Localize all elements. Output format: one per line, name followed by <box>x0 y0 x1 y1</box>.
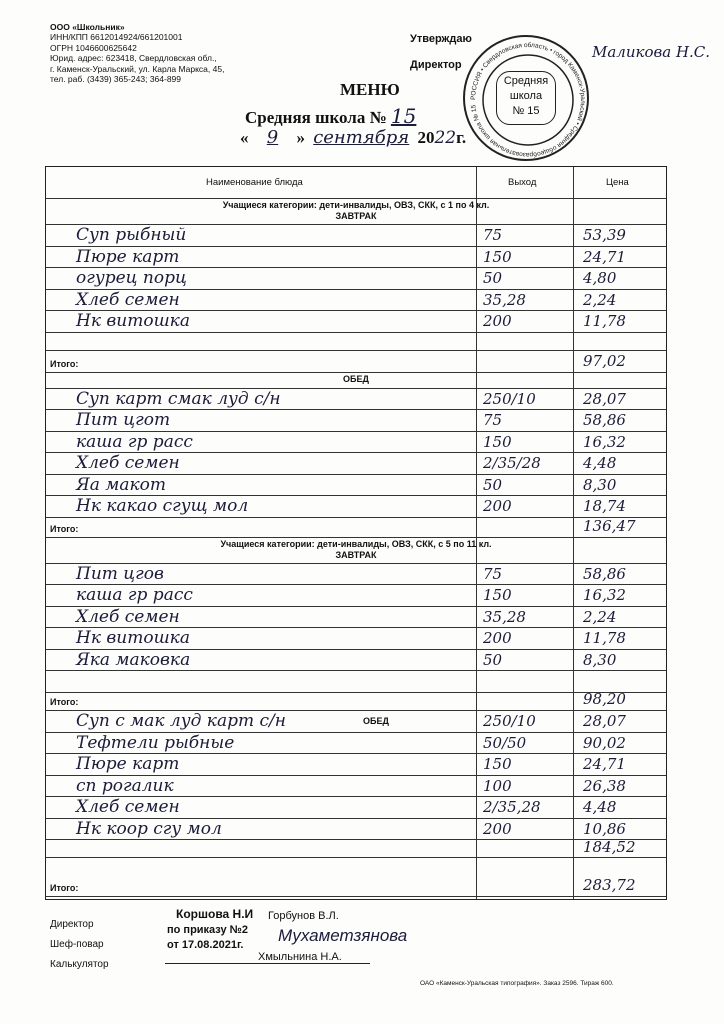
org-line: Юрид. адрес: 623418, Свердловская обл., <box>50 53 217 64</box>
dish-name: Нк витошка <box>76 311 190 331</box>
dish-row <box>46 797 666 819</box>
dish-name: Тефтели рыбные <box>76 732 235 753</box>
dish-yield: 200 <box>483 629 512 647</box>
director-sign-label: Директор <box>50 919 94 930</box>
signature-line <box>165 963 370 964</box>
date-year-prefix: 20 <box>417 128 435 147</box>
dish-name: Яа макот <box>76 474 167 495</box>
stamp-line: № 15 <box>512 105 540 117</box>
empty-row <box>46 333 666 351</box>
chef-signature: Мухаметзянова <box>278 926 408 945</box>
date-quote: » <box>296 128 305 147</box>
dish-yield: 50 <box>483 269 503 287</box>
subtotal-value: 184,52 <box>583 838 636 856</box>
dish-price: 53,39 <box>583 226 626 244</box>
dish-name: сп рогалик <box>76 775 174 796</box>
dish-name: Яка маковка <box>76 649 191 670</box>
school-stamp <box>463 35 589 161</box>
dish-row <box>46 453 666 475</box>
dish-row <box>46 475 666 497</box>
category-label: ОБЕД <box>343 373 369 384</box>
approval-block <box>410 33 711 71</box>
dish-yield: 150 <box>483 247 512 266</box>
header-dish-name: Наименование блюда <box>206 177 303 188</box>
dish-yield: 35,28 <box>483 290 526 309</box>
dish-price: 58,86 <box>583 564 626 583</box>
director-signature: Маликова Н.С. <box>592 43 711 61</box>
stamp-center <box>496 71 556 125</box>
header-price: Цена <box>606 177 629 188</box>
menu-title: МЕНЮ <box>340 80 400 99</box>
dish-name: Суп рыбный <box>76 225 187 245</box>
dish-yield: 250/10 <box>483 712 536 730</box>
dish-row <box>46 754 666 776</box>
dish-name: Пюре карт <box>76 754 180 774</box>
date-month: сентября <box>313 127 410 148</box>
org-line: г. Каменск-Уральский, ул. Карла Маркса, 45, <box>50 63 225 74</box>
dish-yield: 35,28 <box>483 607 526 626</box>
total-row <box>46 858 666 897</box>
dish-yield: 100 <box>483 776 512 795</box>
director-name: Коршова Н.И <box>176 907 254 921</box>
dish-yield: 75 <box>483 226 503 244</box>
dish-yield: 50/50 <box>483 733 527 752</box>
meal-row <box>46 373 666 389</box>
dish-yield: 150 <box>483 755 512 773</box>
dish-price: 2,24 <box>583 607 617 626</box>
dish-row <box>46 585 666 607</box>
printer-footer: ОАО «Каменск-Уральская типография». Заказ 2596. Тираж 600. <box>420 980 614 987</box>
date-year-suffix: 22 <box>434 128 457 148</box>
dish-name: Нк какао сгущ мол <box>76 496 249 516</box>
total-value: 98,20 <box>583 690 626 708</box>
total-row <box>46 518 666 538</box>
dish-yield: 150 <box>483 586 512 604</box>
dish-yield: 2/35,28 <box>483 798 541 816</box>
meal-label: ОБЕД <box>363 716 389 726</box>
dish-name: Пит цгов <box>76 563 164 584</box>
header-yield: Выход <box>508 177 537 188</box>
signature-labels <box>50 915 109 975</box>
dish-row <box>46 733 666 755</box>
dish-yield: 75 <box>483 411 503 429</box>
dish-price: 16,32 <box>583 586 626 604</box>
dish-price: 24,71 <box>583 247 626 266</box>
dish-name: Хлеб семен <box>76 453 180 473</box>
dish-row <box>46 776 666 798</box>
dish-yield: 50 <box>483 475 503 494</box>
dish-name: Нк витошка <box>76 628 190 648</box>
dish-row <box>46 410 666 432</box>
stamp-line: школа <box>509 90 543 102</box>
dish-price: 26,38 <box>583 776 626 795</box>
category-row <box>46 199 666 225</box>
director-label: Директор <box>410 59 462 71</box>
total-value: 136,47 <box>583 516 636 535</box>
total-label: Итого: <box>50 883 79 893</box>
date-day: 9 <box>266 127 279 148</box>
dish-name: Пюре карт <box>76 246 180 267</box>
dish-price: 11,78 <box>583 312 626 330</box>
chef-sign-label: Шеф-повар <box>50 939 104 950</box>
dish-row <box>46 628 666 650</box>
org-line: ИНН/КПП 6612014924/661201001 <box>50 32 183 43</box>
dish-name: каша гр расс <box>76 431 193 452</box>
total-label: Итого: <box>50 697 79 707</box>
dish-name: Хлеб семен <box>76 606 180 627</box>
dish-row <box>46 819 666 841</box>
date-year-end: г. <box>456 128 467 147</box>
org-line: ООО «Школьник» <box>50 22 125 32</box>
total-row <box>46 690 666 711</box>
approve-label: Утверждаю <box>410 33 472 45</box>
calculator-name: Хмыльнина Н.А. <box>258 951 342 963</box>
dish-name: огурец порц <box>76 268 187 288</box>
dish-price: 4,48 <box>583 798 617 816</box>
menu-table <box>45 166 667 900</box>
meal-label: ЗАВТРАК <box>335 211 377 221</box>
dish-row <box>46 268 666 290</box>
dish-name: Пит цгот <box>76 410 171 430</box>
total-value: 97,02 <box>583 351 626 370</box>
dish-name: Суп карт смак луд с/н <box>76 388 281 409</box>
dish-price: 4,80 <box>583 269 617 287</box>
dish-price: 28,07 <box>583 389 626 408</box>
dish-price: 24,71 <box>583 755 626 773</box>
dish-yield: 75 <box>483 564 503 583</box>
dish-price: 8,30 <box>583 475 617 494</box>
dish-price: 58,86 <box>583 411 626 429</box>
org-line: ОГРН 1046600625642 <box>50 42 137 53</box>
dish-name: Суп с мак луд карт с/н <box>76 711 286 731</box>
stamp-line: Средняя <box>503 75 549 87</box>
total-label: Итого: <box>50 358 79 369</box>
date-quote: « <box>240 128 249 147</box>
school-line <box>245 104 416 128</box>
date-line <box>240 127 466 148</box>
dish-price: 10,86 <box>583 819 626 838</box>
dish-row <box>46 432 666 454</box>
order-text: по приказу №2 <box>167 924 249 936</box>
director-name-2: Горбунов В.Л. <box>268 910 339 922</box>
total-label: Итого: <box>50 523 79 534</box>
dish-yield: 150 <box>483 432 512 451</box>
dish-yield: 200 <box>483 312 512 330</box>
dish-name: Хлеб семен <box>76 797 180 817</box>
dish-yield: 2/35/28 <box>483 454 541 472</box>
category-label: Учащиеся категории: дети-инвалиды, ОВЗ, СКК, с 1 по 4 кл. <box>222 200 490 210</box>
dish-price: 4,48 <box>583 454 617 472</box>
dish-name: Хлеб семен <box>76 289 180 310</box>
dish-yield: 50 <box>483 650 503 669</box>
dish-price: 11,78 <box>583 629 626 647</box>
org-line: тел. раб. (3439) 365-243; 364-899 <box>50 74 182 85</box>
category-row <box>46 538 666 564</box>
calculator-sign-label: Калькулятор <box>50 959 109 970</box>
subtotal-row <box>46 840 666 858</box>
dish-row <box>46 496 666 518</box>
total-row <box>46 351 666 373</box>
organization-header <box>50 22 224 84</box>
dish-row <box>46 225 666 247</box>
stamp-ring-text: РОССИЯ • Свердловская область • город Каменск-Уральский • Средняя общеобразовательная школа № 15 <box>469 41 587 159</box>
dish-row <box>46 311 666 333</box>
dish-price: 16,32 <box>583 432 626 451</box>
dish-yield: 250/10 <box>483 389 536 408</box>
dish-price: 2,24 <box>583 290 617 309</box>
dish-row <box>46 564 666 586</box>
dish-row <box>46 650 666 672</box>
dish-price: 18,74 <box>583 497 626 515</box>
dish-yield: 200 <box>483 819 512 838</box>
school-number: 15 <box>390 104 417 128</box>
meal-label: ЗАВТРАК <box>335 549 377 560</box>
table-header-row <box>46 167 666 199</box>
school-prefix: Средняя школа № <box>245 108 387 127</box>
dish-row <box>46 290 666 312</box>
dish-row <box>46 389 666 411</box>
empty-row <box>46 671 666 693</box>
dish-row <box>46 607 666 629</box>
dish-price: 90,02 <box>583 733 626 752</box>
dish-yield: 200 <box>483 497 512 515</box>
dish-price: 28,07 <box>583 712 626 730</box>
dish-name: каша гр расс <box>76 585 193 605</box>
category-label: Учащиеся категории: дети-инвалиды, ОВЗ, СКК, с 5 по 11 кл. <box>220 538 492 549</box>
dish-row <box>46 247 666 269</box>
dish-name: Нк коор сгу мол <box>76 818 222 839</box>
dish-price: 8,30 <box>583 650 617 669</box>
total-value: 283,72 <box>583 876 636 894</box>
order-date: от 17.08.2021г. <box>167 939 244 951</box>
